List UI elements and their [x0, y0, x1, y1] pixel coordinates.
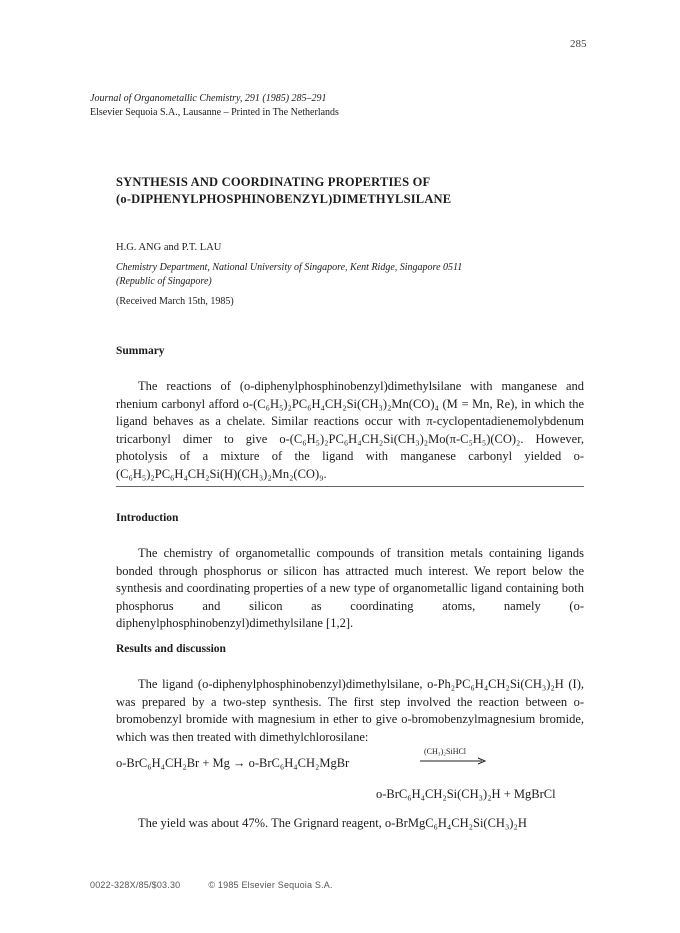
yield-paragraph: [116, 815, 588, 833]
introduction-paragraph: [116, 545, 584, 633]
summary-paragraph: [116, 378, 584, 483]
affiliation-line-1: Chemistry Department, National University of Singapore, Kent Ridge, Singapore 0511: [116, 262, 463, 273]
summary-heading: Summary: [116, 345, 165, 357]
reaction-arrow-icon: [418, 756, 488, 766]
title-line-2: (o-DIPHENYLPHOSPHINOBENZYL)DIMETHYLSILANE: [116, 192, 452, 206]
page-number: 285: [570, 38, 587, 50]
affiliation-line-2: (Republic of Singapore): [116, 276, 212, 287]
footer-code: 0022-328X/85/$03.30: [90, 880, 181, 890]
footer: [90, 880, 333, 890]
article-title: [116, 174, 586, 208]
publisher-line: Elsevier Sequoia S.A., Lausanne – Printed in The Netherlands: [90, 107, 339, 118]
results-heading: Results and discussion: [116, 643, 226, 655]
reaction-equation-2: o-BrC₆H₄CH₂Si(CH₃)₂H + MgBrCl: [376, 787, 556, 801]
results-paragraph: [116, 676, 584, 746]
journal-header: [90, 92, 339, 120]
reaction-equation-1: o-BrC₆H₄CH₂Br + Mg → o-BrC₆H₄CH₂MgBr: [116, 756, 350, 770]
reaction-condition: (CH₃)₂SiHCl: [424, 747, 467, 756]
results-text: The ligand (o-diphenylphosphinobenzyl)dimethylsilane, o-Ph₂PC₆H₄CH₂Si(CH₃)₂H (I), was prepared by a two-step synthesis. The first step involved the reaction between o-bromobenzyl bromide with magnesium in ether to give o-bromobenzylmagnesium bromide, which was then treated with dimethylchlorosilane:: [116, 677, 584, 744]
authors: H.G. ANG and P.T. LAU: [116, 242, 222, 253]
received-date: (Received March 15th, 1985): [116, 296, 234, 307]
title-line-1: SYNTHESIS AND COORDINATING PROPERTIES OF: [116, 175, 431, 189]
section-divider: [116, 486, 584, 487]
affiliation: [116, 261, 462, 289]
journal-citation: Journal of Organometallic Chemistry, 291 (1985) 285–291: [90, 93, 327, 104]
summary-text: The reactions of (o-diphenylphosphinobenzyl)dimethylsilane with manganese and rhenium carbonyl afford o-(C₆H₅)₂PC₆H₄CH₂Si(CH₃)₂Mn(CO)₄ (M = Mn, Re), in which the ligand behaves as a chelate. Similar reactions occur with π-cyclopentadienemolybdenum tricarbonyl dimer to give o-(C₆H₅)₂PC₆H₄CH₂Si(CH₃)₂Mo(π-C₅H₅)(CO)₂. However, photolysis of a mixture of the ligand with manganese carbonyl yielded o-(C₆H₅)₂PC₆H₄CH₂Si(H)(CH₃)₂Mn₂(CO)₉.: [116, 379, 584, 481]
footer-copyright: © 1985 Elsevier Sequoia S.A.: [208, 880, 333, 890]
introduction-text: The chemistry of organometallic compounds of transition metals containing ligands bonded through phosphorus or silicon has attracted much interest. We report below the synthesis and coordinating properties of a new type of organometallic ligand containing both phosphorus and silicon as coordinating atoms, namely (o-diphenylphosphinobenzyl)dimethylsilane [1,2].: [116, 546, 584, 630]
introduction-heading: Introduction: [116, 512, 179, 524]
yield-text: The yield was about 47%. The Grignard reagent, o-BrMgC₆H₄CH₂Si(CH₃)₂H: [138, 816, 527, 830]
